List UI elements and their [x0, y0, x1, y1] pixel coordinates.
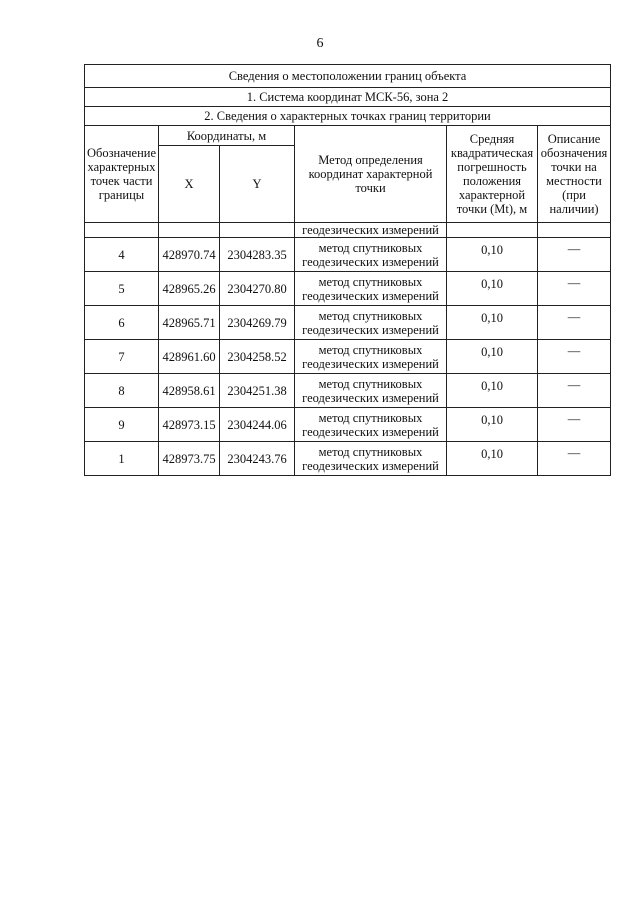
table-row [85, 306, 611, 340]
point-cell: 1 [85, 442, 159, 476]
table-title-row [85, 65, 611, 88]
header-x: X [159, 146, 220, 223]
error-cell: 0,10 [447, 238, 538, 272]
method-cell: метод спутниковых геодезических измерений [295, 238, 447, 272]
y-cell: 2304251.38 [220, 374, 295, 408]
x-cell: 428965.26 [159, 272, 220, 306]
coordinate-system-row [85, 88, 611, 107]
coordinate-system: 1. Система координат МСК-56, зона 2 [85, 88, 611, 107]
continuation-text: геодезических измерений [295, 223, 447, 238]
page-number: 6 [316, 36, 324, 51]
error-cell: 0,10 [447, 374, 538, 408]
error-cell: 0,10 [447, 272, 538, 306]
section-title-row [85, 107, 611, 126]
point-cell: 5 [85, 272, 159, 306]
header-error: Средняя квадратическая погрешность положения характерной точки (Mt), м [447, 126, 538, 223]
y-cell: 2304244.06 [220, 408, 295, 442]
y-cell: 2304258.52 [220, 340, 295, 374]
description-cell: — [538, 272, 611, 306]
error-cell: 0,10 [447, 306, 538, 340]
header-coordinates: Координаты, м [159, 126, 295, 146]
method-cell: метод спутниковых геодезических измерений [295, 374, 447, 408]
header-point-designation: Обозначение характерных точек части границы [85, 126, 159, 223]
x-cell: 428958.61 [159, 374, 220, 408]
header-description: Описание обозначения точки на местности (при наличии) [538, 126, 611, 223]
error-cell: 0,10 [447, 340, 538, 374]
table-row [85, 272, 611, 306]
header-y: Y [220, 146, 295, 223]
description-cell: — [538, 340, 611, 374]
description-cell: — [538, 374, 611, 408]
x-cell: 428973.15 [159, 408, 220, 442]
y-cell: 2304270.80 [220, 272, 295, 306]
x-cell: 428965.71 [159, 306, 220, 340]
boundary-points-table [84, 64, 611, 476]
description-cell: — [538, 238, 611, 272]
method-cell: метод спутниковых геодезических измерений [295, 340, 447, 374]
method-cell: метод спутниковых геодезических измерений [295, 272, 447, 306]
point-cell: 9 [85, 408, 159, 442]
x-cell: 428970.74 [159, 238, 220, 272]
table-row [85, 442, 611, 476]
method-cell: метод спутниковых геодезических измерений [295, 408, 447, 442]
point-cell: 7 [85, 340, 159, 374]
table-row [85, 340, 611, 374]
point-cell: 8 [85, 374, 159, 408]
table-row [85, 408, 611, 442]
point-cell: 4 [85, 238, 159, 272]
description-cell: — [538, 306, 611, 340]
error-cell: 0,10 [447, 442, 538, 476]
y-cell: 2304269.79 [220, 306, 295, 340]
table-row [85, 374, 611, 408]
method-cell: метод спутниковых геодезических измерений [295, 442, 447, 476]
header-method: Метод определения координат характерной точки [295, 126, 447, 223]
description-cell: — [538, 408, 611, 442]
y-cell: 2304283.35 [220, 238, 295, 272]
table-row [85, 238, 611, 272]
x-cell: 428973.75 [159, 442, 220, 476]
description-cell: — [538, 442, 611, 476]
y-cell: 2304243.76 [220, 442, 295, 476]
point-cell: 6 [85, 306, 159, 340]
section-title: 2. Сведения о характерных точках границ территории [85, 107, 611, 126]
table-title: Сведения о местоположении границ объекта [85, 65, 611, 88]
error-cell: 0,10 [447, 408, 538, 442]
header-row-1 [85, 126, 611, 146]
continuation-row [85, 223, 611, 238]
method-cell: метод спутниковых геодезических измерений [295, 306, 447, 340]
x-cell: 428961.60 [159, 340, 220, 374]
